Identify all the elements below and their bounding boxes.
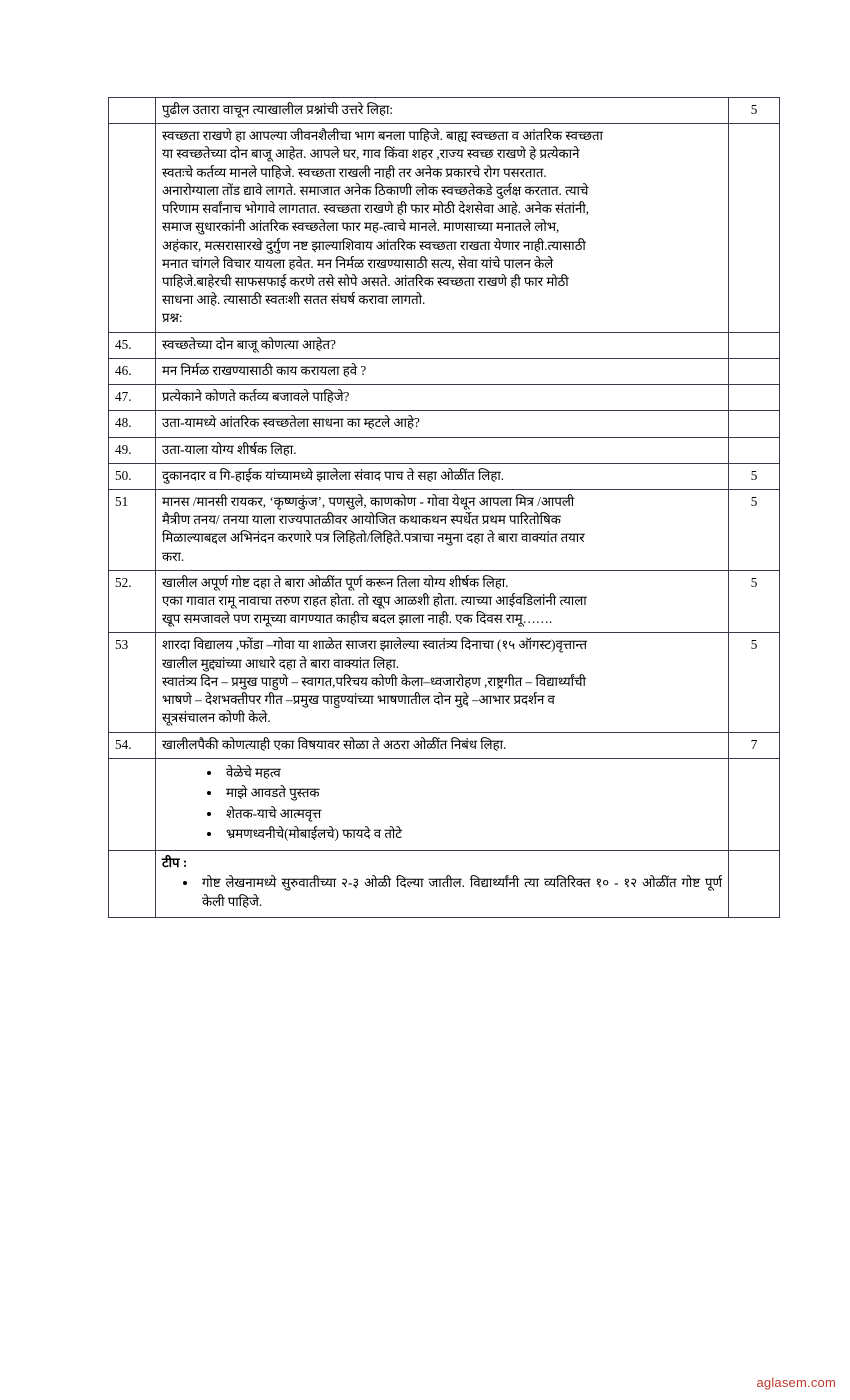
question-number: 49. (109, 437, 156, 463)
question-number (109, 124, 156, 332)
marks-value (729, 850, 780, 918)
question-line: सूत्रसंचालन कोणी केले. (162, 710, 271, 726)
table-row (109, 385, 780, 411)
question-line: खालील मुद्द्यांच्या आधारे दहा ते बारा वाक्यांत लिहा. (162, 655, 400, 671)
question-text: प्रत्येकाने कोणते कर्तव्य बजावले पाहिजे? (156, 385, 729, 411)
marks-value (729, 385, 780, 411)
passage-cell (156, 124, 729, 332)
table-row (109, 489, 780, 570)
list-item: • वेळेचे महत्व (222, 764, 722, 782)
marks-value: 5 (729, 633, 780, 732)
question-line: खालील अपूर्ण गोष्ट दहा ते बारा ओळींत पूर्ण करून तिला योग्य शीर्षक लिहा. (162, 574, 509, 590)
table-row (109, 463, 780, 489)
note-list (162, 874, 722, 911)
question-text: स्वच्छतेच्या दोन बाजू कोणत्या आहेत? (156, 332, 729, 358)
marks-value: 5 (729, 98, 780, 124)
question-text: पुढील उतारा वाचून त्याखालील प्रश्नांची उत्तरे लिहा: (156, 98, 729, 124)
prashna-label: प्रश्न: (162, 310, 183, 326)
passage-line: परिणाम सर्वांनाच भोगावे लागतात. स्वच्छता राखणे ही फार मोठी देशसेवा आहे. अनेक संतांनी, (162, 201, 590, 217)
question-text: उता-यामध्ये आंतरिक स्वच्छतेला साधना का म्हटले आहे? (156, 411, 729, 437)
question-text: दुकानदार व गि-हाईक यांच्यामध्ये झालेला संवाद पाच ते सहा ओळींत लिहा. (156, 463, 729, 489)
question-text (156, 489, 729, 570)
question-line: करा. (162, 548, 185, 564)
question-line: खूप समजावले पण रामूच्या वागण्यात काहीच बदल झाला नाही. एक दिवस रामू……. (162, 611, 553, 627)
table-row (109, 332, 780, 358)
question-number (109, 850, 156, 918)
list-item: • माझे आवडते पुस्तक (222, 784, 722, 802)
question-number: 45. (109, 332, 156, 358)
marks-value: 5 (729, 570, 780, 633)
question-line: मानस /मानसी रायकर, ‘कृष्णकुंज’, पणसुले, काणकोण - गोवा येथून आपला मित्र /आपली (162, 493, 575, 509)
question-line: स्वातंत्र्य दिन – प्रमुख पाहुणे – स्वागत,परिचय कोणी केला–ध्वजारोहण ,राष्ट्रगीत – विद्यार्थ्यांची (162, 673, 586, 689)
table-row (109, 570, 780, 633)
table-row (109, 732, 780, 758)
question-text (156, 570, 729, 633)
passage-line: अनारोग्याला तोंड द्यावे लागते. समाजात अनेक ठिकाणी लोक स्वच्छतेकडे दुर्लक्ष करतात. त्याचे (162, 182, 589, 198)
marks-value: 7 (729, 732, 780, 758)
question-line: एका गावात रामू नावाचा तरुण राहत होता. तो खूप आळशी होता. त्याच्या आईवडिलांनी त्याला (162, 593, 587, 609)
question-paper-table (108, 97, 780, 918)
site-watermark: aglasem.com (756, 1375, 836, 1390)
passage-line: साधना आहे. त्यासाठी स्वतःशी सतत संघर्ष करावा लागतो. (162, 292, 426, 308)
table-row (109, 633, 780, 732)
marks-value (729, 411, 780, 437)
question-number (109, 758, 156, 850)
question-line: शारदा विद्यालय ,फोंडा –गोवा या शाळेत साजरा झालेल्या स्वातंत्र्य दिनाचा (१५ ऑगस्ट)वृत्तान्त (162, 637, 587, 653)
table-row (109, 98, 780, 124)
question-number: 54. (109, 732, 156, 758)
marks-value (729, 358, 780, 384)
table-row (109, 358, 780, 384)
question-line: भाषणे – देशभक्तीपर गीत –प्रमुख पाहुण्यांच्या भाषणातील दोन मुद्दे –आभार प्रदर्शन व (162, 692, 555, 708)
table-row (109, 411, 780, 437)
passage-line: अहंकार, मत्सरासारखे दुर्गुण नष्ट झाल्याशिवाय आंतरिक स्वच्छता राखता येणार नाही.त्यासाठी (162, 237, 586, 253)
question-number: 51 (109, 489, 156, 570)
question-text: उता-याला योग्य शीर्षक लिहा. (156, 437, 729, 463)
passage-line: या स्वच्छतेच्या दोन बाजू आहेत. आपले घर, गाव किंवा शहर ,राज्य स्वच्छ राखणे हे प्रत्येकाने (162, 146, 580, 162)
question-number: 47. (109, 385, 156, 411)
marks-value (729, 332, 780, 358)
question-number: 53 (109, 633, 156, 732)
essay-topic-list (162, 764, 722, 844)
marks-value: 5 (729, 489, 780, 570)
table-row (109, 124, 780, 332)
question-line: मिळाल्याबद्दल अभिनंदन करणारे पत्र लिहितो/लिहिते.पत्राचा नमुना दहा ते बारा वाक्यांत तयार (162, 530, 585, 546)
essay-topics-cell (156, 758, 729, 850)
question-text (156, 633, 729, 732)
table-row (109, 850, 780, 918)
table-row (109, 437, 780, 463)
question-number: 48. (109, 411, 156, 437)
list-item: • शेतक-याचे आत्मवृत्त (222, 805, 722, 823)
note-label: टीप : (162, 854, 188, 870)
question-line: मैत्रीण तनय/ तनया याला राज्यपातळीवर आयोजित कथाकथन स्पर्धेत प्रथम पारितोषिक (162, 512, 561, 528)
passage-line: मनात चांगले विचार यायला हवेत. मन निर्मळ राखण्यासाठी सत्य, सेवा यांचे पालन केले (162, 255, 554, 271)
marks-value (729, 758, 780, 850)
passage-line: पाहिजे.बाहेरची साफसफाई करणे तसे सोपे असते. आंतरिक स्वच्छता राखणे ही फार मोठी (162, 273, 569, 289)
question-number (109, 98, 156, 124)
question-number: 46. (109, 358, 156, 384)
list-item: • गोष्ट लेखनामध्ये सुरुवातीच्या २-३ ओळी दिल्या जातील. विद्यार्थ्यांनी त्या व्यतिरिक्त १० - १२ ओळींत गोष्ट पूर्ण केली पाहिजे. (198, 874, 722, 911)
question-number: 52. (109, 570, 156, 633)
table-row (109, 758, 780, 850)
marks-value (729, 437, 780, 463)
question-text: खालीलपैकी कोणत्याही एका विषयावर सोळा ते अठरा ओळींत निबंध लिहा. (156, 732, 729, 758)
marks-value (729, 124, 780, 332)
list-item: • भ्रमणध्वनीचे(मोबाईलचे) फायदे व तोटे (222, 825, 722, 843)
question-text: मन निर्मळ राखण्यासाठी काय करायला हवे ? (156, 358, 729, 384)
passage-line: स्वच्छता राखणे हा आपल्या जीवनशैलीचा भाग बनला पाहिजे. बाह्य स्वच्छता व आंतरिक स्वच्छता (162, 128, 603, 144)
question-number: 50. (109, 463, 156, 489)
passage-line: समाज सुधारकांनी आंतरिक स्वच्छतेला फार मह-त्वाचे मानले. माणसाच्या मनातले लोभ, (162, 219, 560, 235)
note-cell (156, 850, 729, 918)
marks-value: 5 (729, 463, 780, 489)
passage-line: स्वतःचे कर्तव्य मानले पाहिजे. स्वच्छता राखली नाही तर अनेक प्रकारचे रोग पसरतात. (162, 164, 547, 180)
